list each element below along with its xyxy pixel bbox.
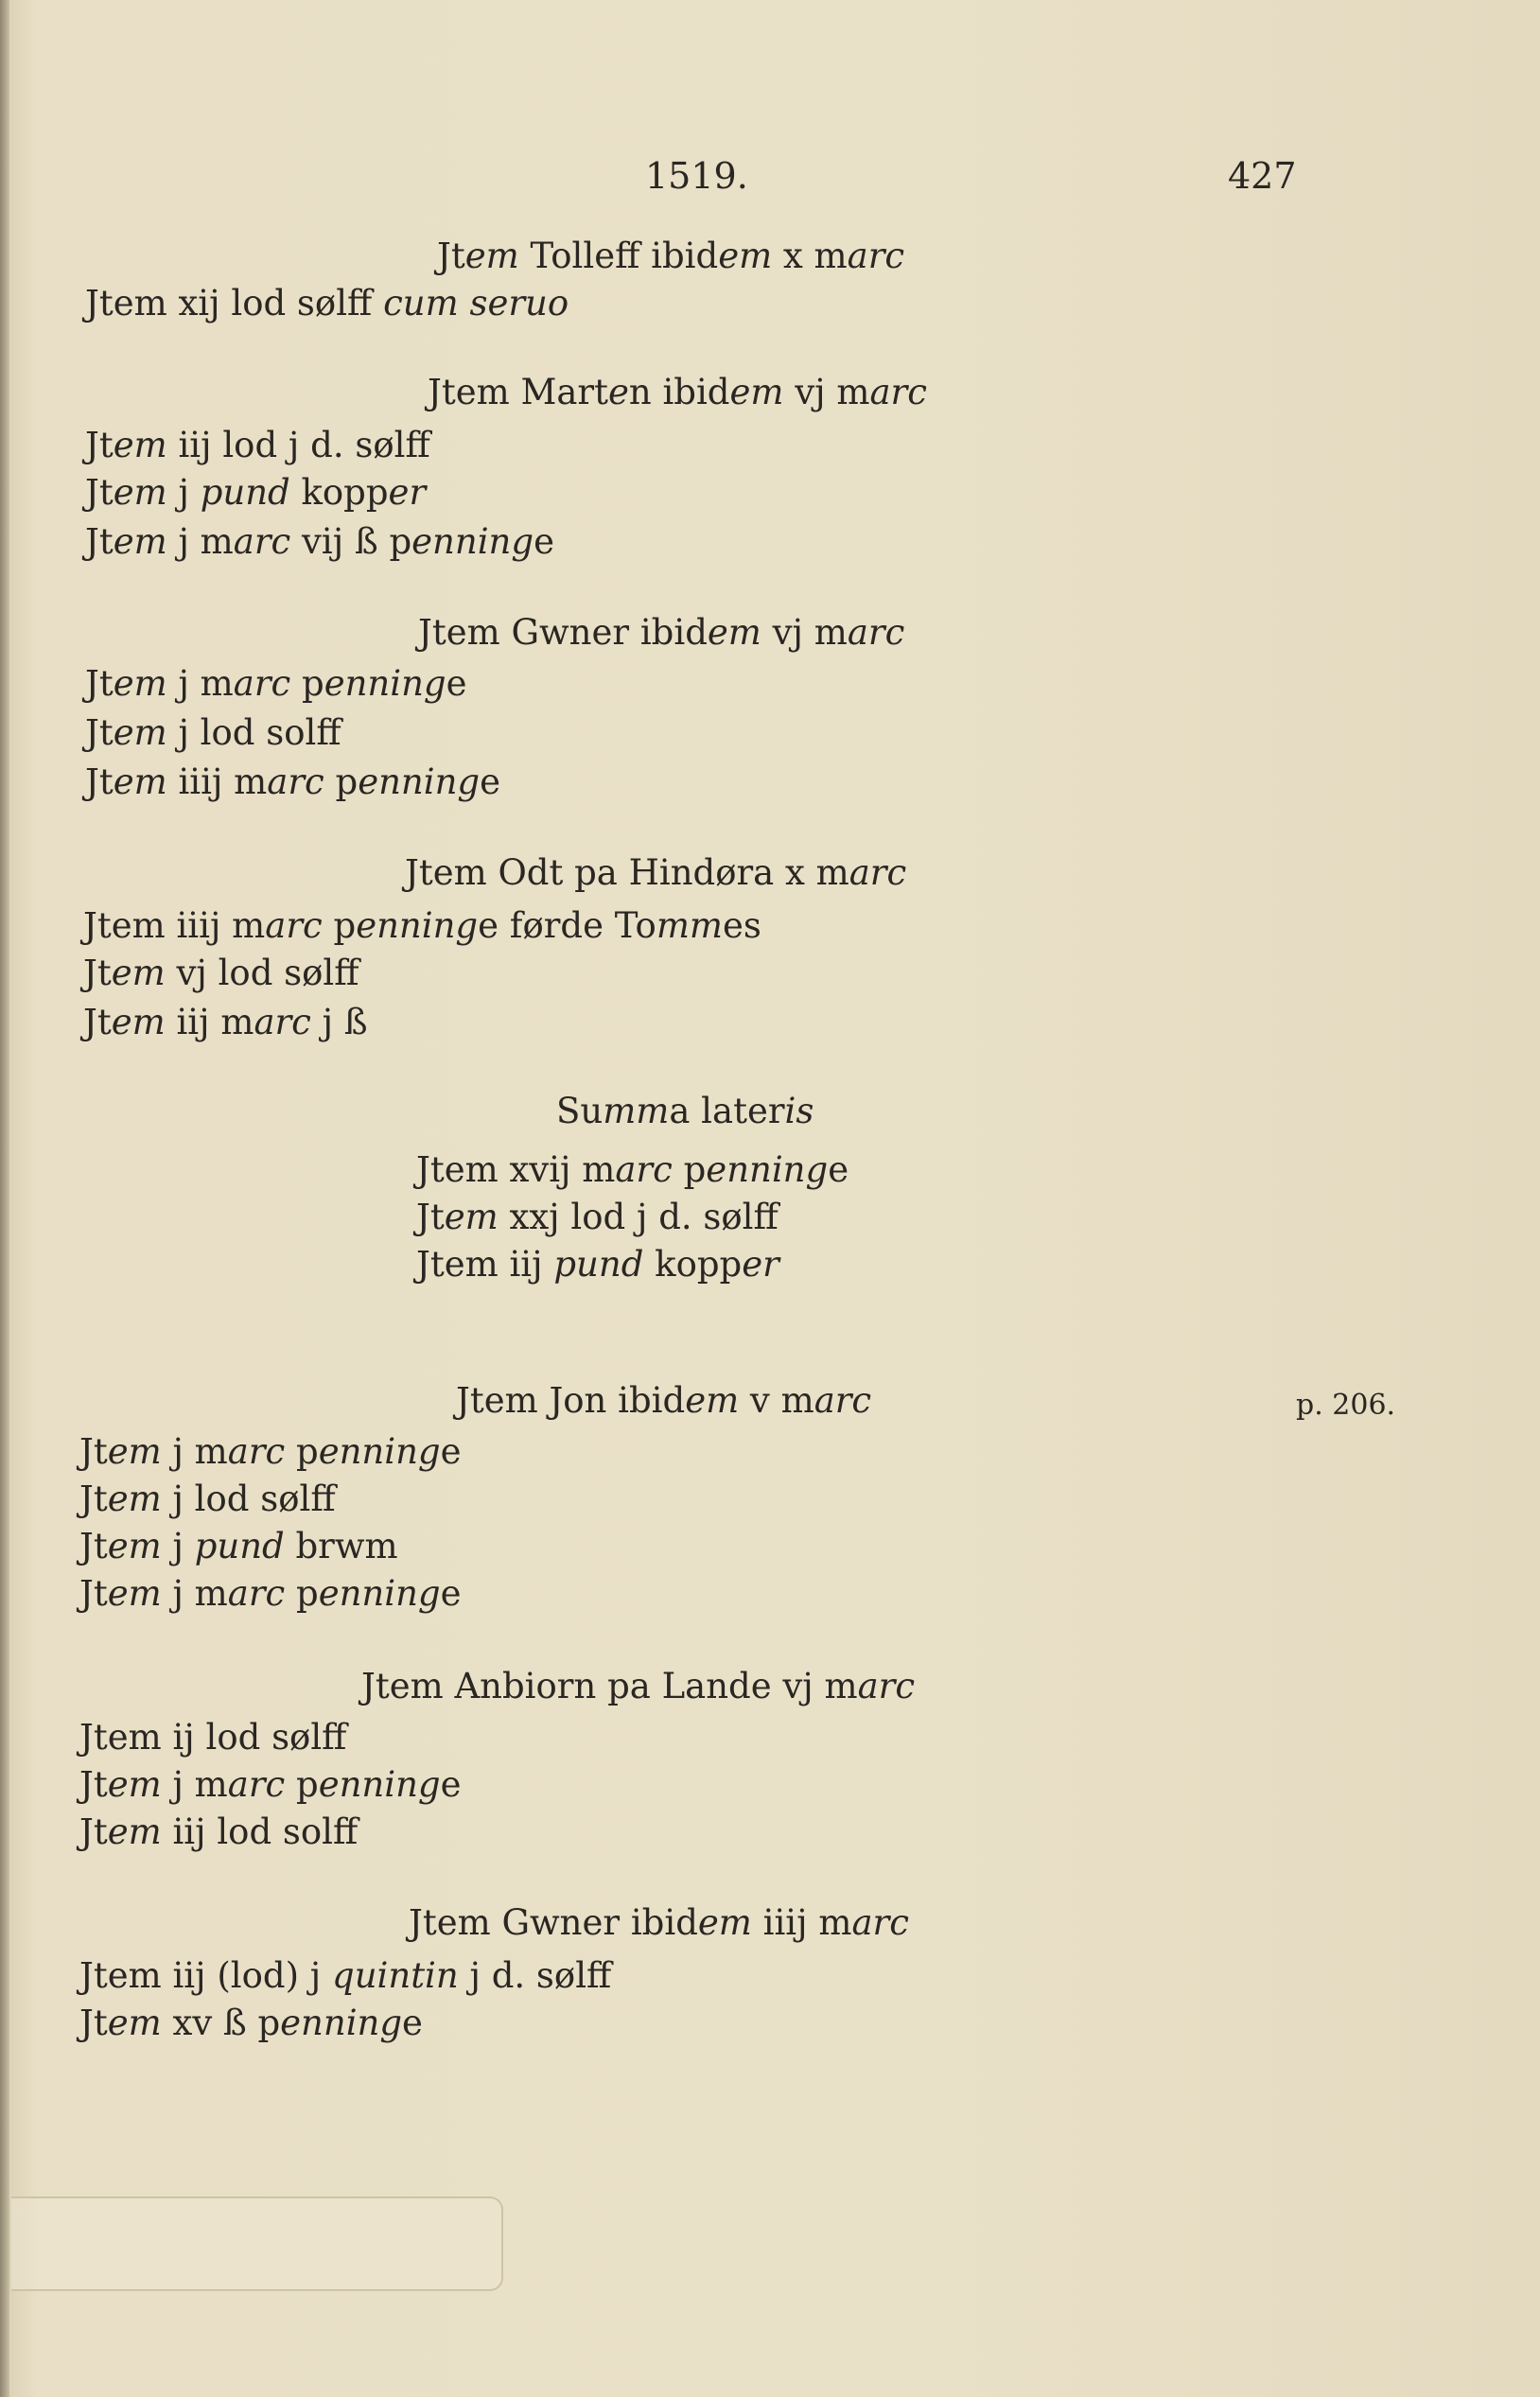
entry-line: Jtem iiij marc penninge førde Tommes <box>83 905 761 946</box>
entry-heading: Jtem Odt pa Hindøra x marc <box>405 852 907 893</box>
entry-line: Jtem iij (lod) j quintin j d. sølff <box>79 1955 612 1996</box>
entry-line: Jtem j lod solff <box>85 712 341 753</box>
entry-line: Jtem j lod sølff <box>79 1478 336 1519</box>
summa-line: Jtem xvij marc penninge <box>416 1149 849 1190</box>
entry-line: Jtem ij lod sølff <box>79 1717 347 1758</box>
entry-line: Jtem j marc penninge <box>85 663 467 704</box>
entry-heading: Jtem Anbiorn pa Lande vj marc <box>361 1666 916 1706</box>
entry-line: Jtem j marc penninge <box>79 1431 462 1472</box>
entry-line: Jtem j marc penninge <box>79 1573 462 1614</box>
summa-heading: Summa lateris <box>556 1091 814 1131</box>
entry-heading: Jtem Marten ibidem vj marc <box>428 372 927 412</box>
summa-line: Jtem xxj lod j d. sølff <box>416 1197 779 1237</box>
entry-line: Jtem xij lod sølff cum seruo <box>85 283 569 324</box>
margin-page-reference: p. 206. <box>1296 1389 1396 1422</box>
page-tab-strip <box>11 2196 503 2291</box>
entry-heading: Jtem Gwner ibidem vj marc <box>418 612 905 653</box>
year-heading: 1519. <box>645 155 748 197</box>
entry-line: Jtem iij lod j d. sølff <box>85 425 430 465</box>
summa-line: Jtem iij pund kopper <box>416 1244 779 1285</box>
entry-line: Jtem iiij marc penninge <box>85 761 501 802</box>
entry-line: Jtem xv ß penninge <box>79 2003 423 2043</box>
entry-line: Jtem j marc penninge <box>79 1764 462 1805</box>
entry-heading: Jtem Tolleff ibidem x marc <box>437 236 905 276</box>
entry-line: Jtem iij marc j ß <box>83 1002 368 1042</box>
entry-heading: Jtem Jon ibidem v marc <box>456 1380 872 1421</box>
entry-line: Jtem j marc vij ß penninge <box>85 521 554 562</box>
entry-line: Jtem j pund kopper <box>85 472 427 513</box>
entry-line: Jtem iij lod solff <box>79 1811 359 1852</box>
entry-heading: Jtem Gwner ibidem iiij marc <box>409 1902 909 1943</box>
page-number: 427 <box>1228 155 1297 197</box>
entry-line: Jtem j pund brwm <box>79 1526 398 1566</box>
entry-line: Jtem vj lod sølff <box>83 953 359 993</box>
